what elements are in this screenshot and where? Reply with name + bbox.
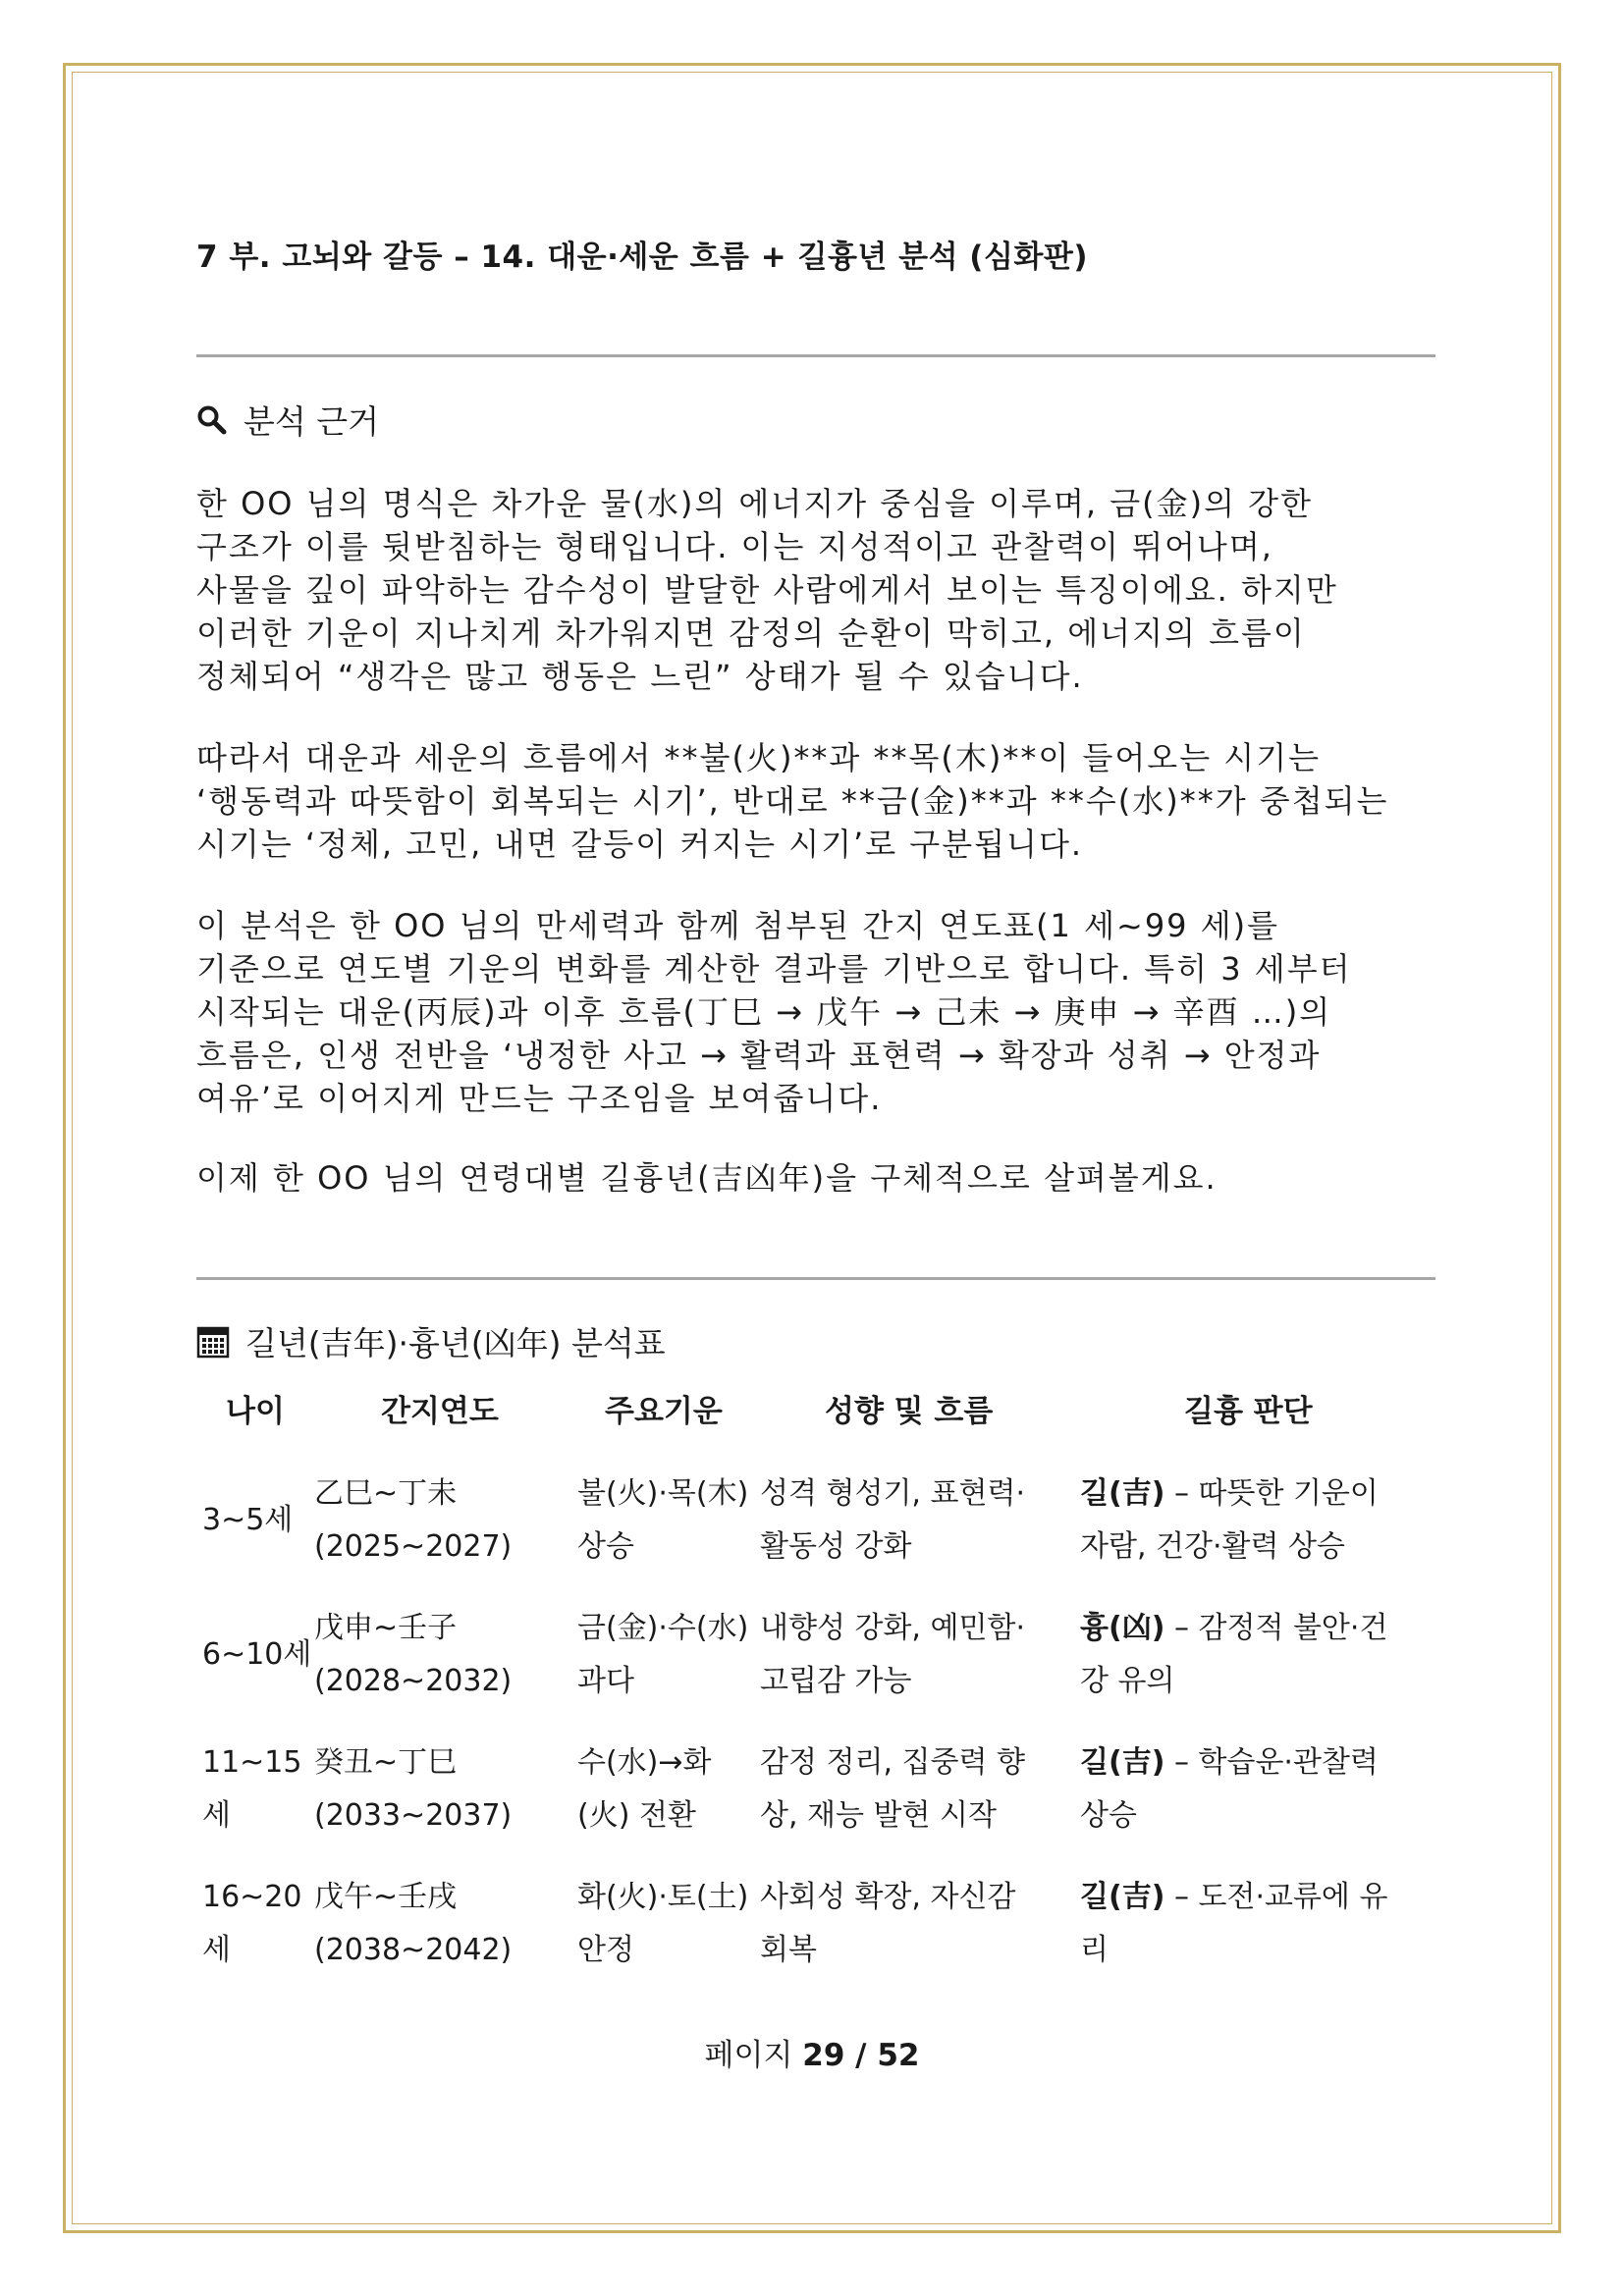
verdict-label: 흉(凶) (1080, 1611, 1165, 1645)
cell-age: 3~5세 (202, 1503, 294, 1537)
page-number: 페이지 29 / 52 (704, 2038, 920, 2073)
analysis-paragraph-4: 이제 한 OO 님의 연령대별 길흉년(吉凶年)을 구체적으로 살펴볼게요. (196, 1159, 1218, 1197)
cell-age: 11~15 세 (202, 1745, 302, 1833)
col-header-age: 나이 (226, 1394, 285, 1429)
calendar-icon (196, 1325, 230, 1359)
cell-ganzhi: 戊申~壬子 (2028~2032) (314, 1611, 513, 1698)
verdict-label: 길(吉) (1080, 1476, 1165, 1511)
cell-energy: 수(水)→화 (火) 전환 (577, 1745, 712, 1833)
cell-judge: 길(吉) – 학습운·관찰력 상승 (1080, 1745, 1379, 1833)
analysis-paragraph-3: 이 분석은 한 OO 님의 만세력과 함께 첨부된 간지 연도표(1 세~99 세)를 기준으로 연도별 기운의 변화를 계산한 결과를 기반으로 합니다. 특히 3 세부터 시작되는 대운(丙辰)과 이후 흐름(丁巳 → 戊午 → 己未 → 庚申 → 辛酉 …)의 흐름은, 인생 전반을 ‘냉정한 사고 → 활력과 표현력 → 확장과 성취 → 안정과 여유’로 이어지게 만드는 구조임을 보여줍니다. (196, 907, 1352, 1117)
col-header-ganzhi: 간지연도 (381, 1394, 499, 1429)
cell-judge: 흉(凶) – 감정적 불안·건 강 유의 (1080, 1611, 1388, 1698)
page-current: 29 (802, 2038, 845, 2073)
analysis-paragraph-2: 따라서 대운과 세운의 흐름에서 **불(火)**과 **목(木)**이 들어오는 시기는 ‘행동력과 따뜻함이 회복되는 시기’, 반대로 **금(金)**과 **수(水)**가 중첩되는 시기는 ‘정체, 고민, 내면 갈등이 커지는 시기’로 구분됩니다. (196, 739, 1389, 863)
cell-energy: 화(火)·토(土) 안정 (577, 1880, 749, 1967)
cell-trait: 감정 정리, 집중력 향 상, 재능 발현 시작 (760, 1745, 1025, 1833)
cell-judge: 길(吉) – 따뜻한 기운이 자람, 건강·활력 상승 (1080, 1476, 1379, 1564)
cell-ganzhi: 癸丑~丁巳 (2033~2037) (314, 1745, 513, 1833)
cell-judge: 길(吉) – 도전·교류에 유 리 (1080, 1880, 1388, 1967)
verdict-label: 길(吉) (1080, 1745, 1165, 1780)
table-heading-label: 길년(吉年)·흉년(凶年) 분석표 (245, 1324, 666, 1362)
analysis-heading (196, 397, 379, 443)
cell-trait: 사회성 확장, 자신감 회복 (760, 1880, 1016, 1967)
magnifier-icon (196, 404, 228, 436)
cell-trait: 성격 형성기, 표현력· 활동성 강화 (760, 1476, 1025, 1564)
cell-trait: 내향성 강화, 예민함· 고립감 가능 (760, 1611, 1025, 1698)
page-total: 52 (877, 2038, 920, 2073)
divider-bottom (196, 1277, 1435, 1280)
cell-energy: 금(金)·수(水) 과다 (577, 1611, 749, 1698)
analysis-paragraph-1: 한 OO 님의 명식은 차가운 물(水)의 에너지가 중심을 이루며, 금(金)의 강한 구조가 이를 뒷받침하는 형태입니다. 이는 지성적이고 관찰력이 뛰어나며, 사물을 깊이 파악하는 감수성이 발달한 사람에게서 보이는 특징이에요. 하지만 이러한 기운이 지나치게 차가워지면 감정의 순환이 막히고, 에너지의 흐름이 정체되어 “생각은 많고 행동은 느린” 상태가 될 수 있습니다. (196, 485, 1338, 695)
divider-top (196, 354, 1435, 357)
cell-ganzhi: 戊午~壬戌 (2038~2042) (314, 1880, 513, 1967)
table-header-row (196, 1386, 1435, 1435)
cell-age: 16~20 세 (202, 1880, 302, 1967)
cell-ganzhi: 乙巳~丁未 (2025~2027) (314, 1476, 513, 1564)
cell-age: 6~10세 (202, 1637, 312, 1672)
col-header-judge: 길흉 판단 (1184, 1394, 1313, 1429)
col-header-energy: 주요기운 (605, 1394, 723, 1429)
verdict-label: 길(吉) (1080, 1880, 1165, 1914)
cell-energy: 불(火)·목(木) 상승 (577, 1476, 749, 1564)
table-heading (196, 1318, 666, 1364)
col-header-trait: 성향 및 흐름 (825, 1394, 994, 1429)
analysis-heading-label: 분석 근거 (244, 402, 380, 441)
section-title: 7 부. 고뇌와 갈등 – 14. 대운·세운 흐름 + 길흉년 분석 (심화판) (196, 240, 1088, 275)
